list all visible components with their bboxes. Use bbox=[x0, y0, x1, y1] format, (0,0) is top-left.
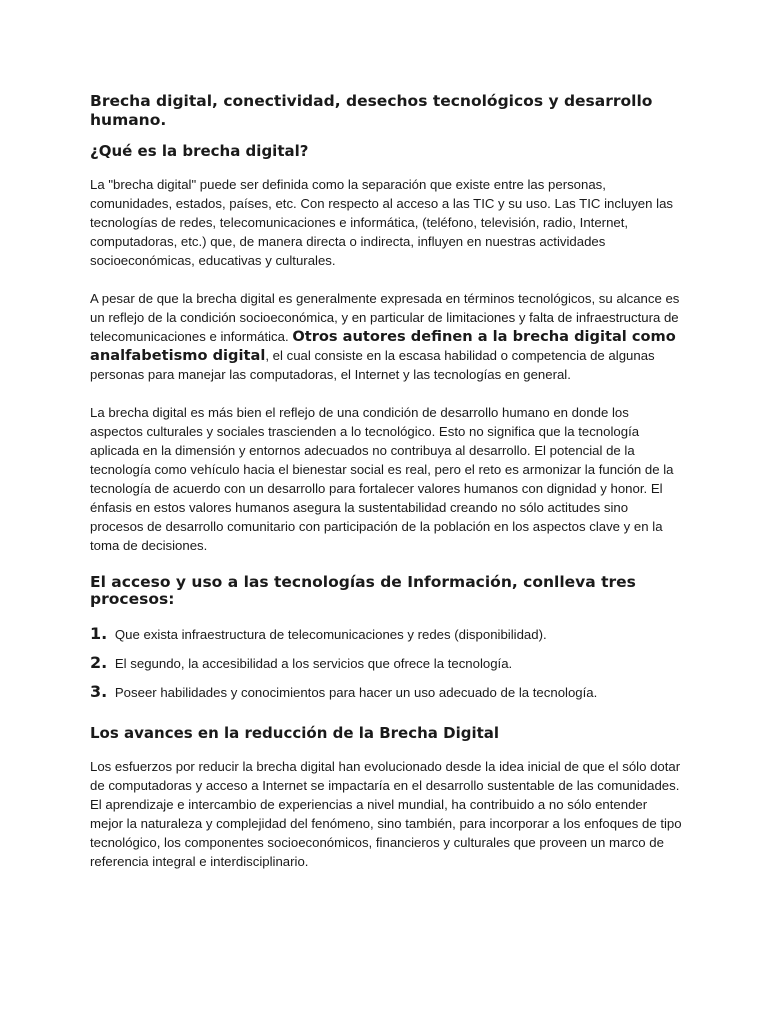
section-heading-procesos: El acceso y uso a las tecnologías de Información, conlleva tres procesos: bbox=[90, 573, 636, 608]
paragraph-avances: Los esfuerzos por reducir la brecha digital han evolucionado desde la idea inicial de que el sólo dotar de computadoras y acceso a Internet se impactaría en el desarrollo sustentable de las comunidades. El aprendizaje e intercambio de experiencias a nivel mundial, ha contribuido a no sólo entender mejor la naturaleza y complejidad del fenómeno, sino también, para incorporar a los enfoques de tipo tecnológico, los componentes socioeconómicos, financieros y culturales que proveen un marco de referencia integral e interdisciplinario. bbox=[90, 759, 682, 869]
paragraph-alcance bbox=[90, 289, 682, 384]
list-item-number: 3. bbox=[90, 682, 108, 701]
section-heading-que-es: ¿Qué es la brecha digital? bbox=[90, 142, 309, 160]
list-item-text: Poseer habilidades y conocimientos para hacer un uso adecuado de la tecnología. bbox=[114, 685, 598, 700]
paragraph-desarrollo-humano: La brecha digital es más bien el reflejo de una condición de desarrollo humano en donde los aspectos culturales y sociales trascienden a lo tecnológico. Esto no significa que la tecnología aplicada en la dimensión y entornos adecuados no contribuya al desarrollo. El potencial de la tecnología como vehículo hacia el bienestar social es real, pero el reto es armonizar la función de la tecnología de acuerdo con un desarrollo para fortalecer valores humanos con dignidad y honor. El énfasis en estos valores humanos asegura la sustentabilidad creando no sólo actitudes sino procesos de desarrollo comunitario con participación de la población en los aspectos clave y en la toma de decisiones. bbox=[90, 405, 674, 553]
list-item-number: 2. bbox=[90, 653, 108, 672]
list-item-text: El segundo, la accesibilidad a los servicios que ofrece la tecnología. bbox=[114, 656, 513, 671]
list-item-number: 1. bbox=[90, 624, 108, 643]
paragraph-alcance-emphasis: Otros autores definen a la brecha digital como analfabetismo digital bbox=[90, 328, 676, 364]
list-item bbox=[90, 653, 682, 673]
paragraph-alcance-text-before: A pesar de que la brecha digital es generalmente expresada en términos tecnológicos, su alcance es un reflejo de la condición socioeconómica, y en particular de limitaciones y falta de infraestructura de telecomunicaciones e informática. bbox=[90, 291, 680, 344]
document-page bbox=[90, 92, 682, 890]
list-item bbox=[90, 624, 682, 644]
paragraph-alcance-text-after: , el cual consiste en la escasa habilidad o competencia de algunas personas para manejar las computadoras, el Internet y las tecnologías en general. bbox=[90, 348, 655, 382]
document-title: Brecha digital, conectividad, desechos tecnológicos y desarrollo humano. bbox=[90, 92, 653, 129]
paragraph-definition: La "brecha digital" puede ser definida como la separación que existe entre las personas, comunidades, estados, países, etc. Con respecto al acceso a las TIC y su uso. Las TIC incluyen las tecnologías de redes, telecomunicaciones e informática, (teléfono, televisión, radio, Internet, computadoras, etc.) que, de manera directa o indirecta, influyen en nuestras actividades socioeconómicas, educativas y culturales. bbox=[90, 177, 673, 268]
section-heading-avances: Los avances en la reducción de la Brecha Digital bbox=[90, 724, 500, 742]
list-item bbox=[90, 682, 682, 702]
process-list bbox=[90, 624, 682, 702]
list-item-text: Que exista infraestructura de telecomunicaciones y redes (disponibilidad). bbox=[114, 627, 547, 642]
